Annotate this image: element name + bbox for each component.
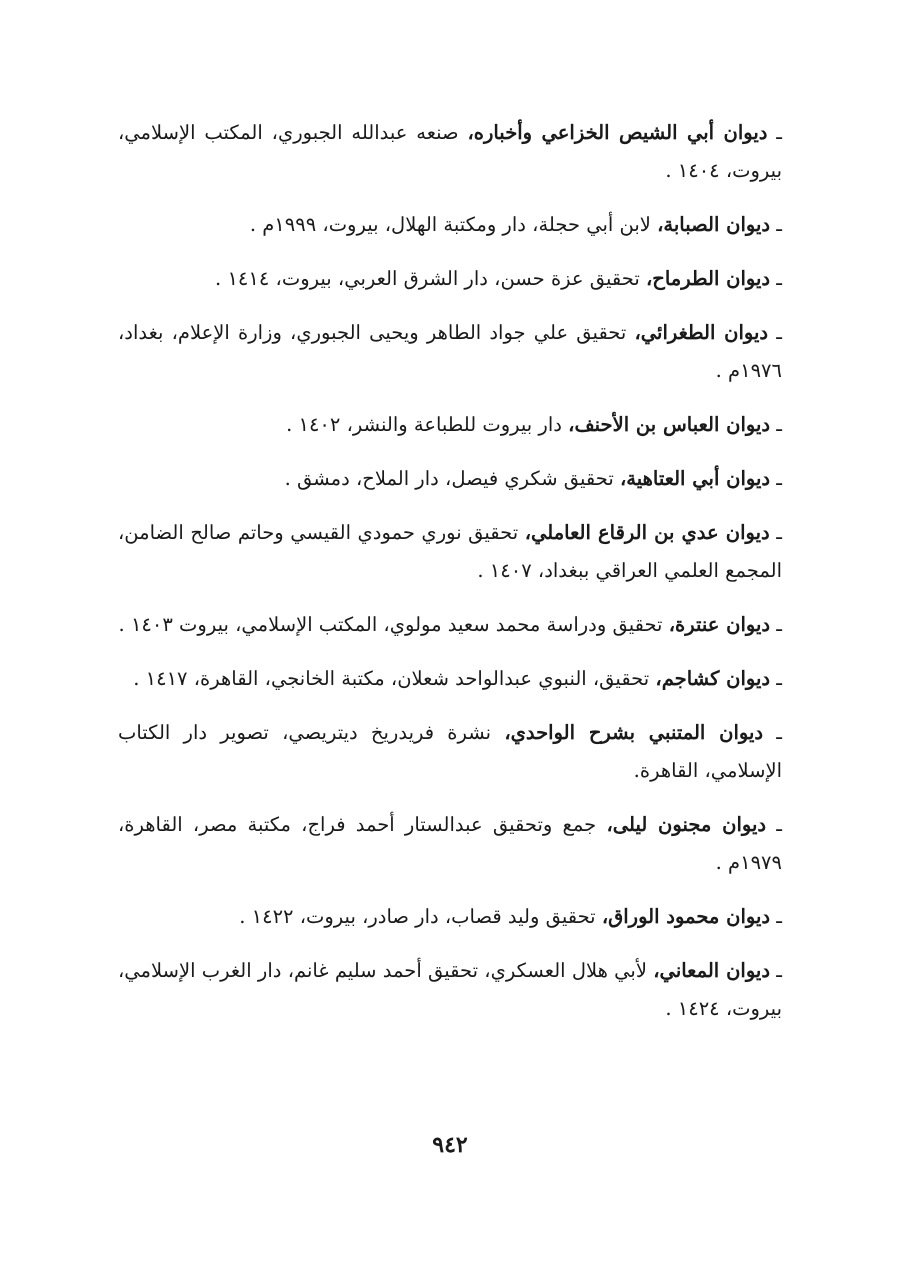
entry-details: تحقيق وليد قصاب، دار صادر، بيروت، ١٤٢٢ . (239, 905, 602, 928)
bibliography-entry (118, 606, 782, 644)
entry-details: لأبي هلال العسكري، تحقيق أحمد سليم غانم، دار الغرب الإسلامي، بيروت، ١٤٢٤ . (118, 959, 782, 1020)
entry-title: ديوان عدي بن الرقاع العاملي، (524, 521, 770, 544)
bibliography-entry (118, 952, 782, 1028)
entry-title: ديوان محمود الوراق، (601, 905, 771, 928)
bibliography-entry (118, 806, 782, 882)
entry-title: ديوان الطرماح، (645, 267, 771, 290)
entry-dash: ـ (769, 521, 782, 544)
entry-details: نشرة فريدريخ ديتريصي، تصوير دار الكتاب الإسلامي، القاهرة. (118, 721, 782, 782)
entry-dash: ـ (767, 121, 783, 144)
entry-details: صنعه عبدالله الجبوري، المكتب الإسلامي، بيروت، ١٤٠٤ . (118, 121, 782, 182)
entry-title: ديوان مجنون ليلى، (606, 813, 767, 836)
bibliography-entry (118, 260, 782, 298)
entry-dash: ـ (766, 813, 783, 836)
entry-title: ديوان الطغرائي، (634, 321, 769, 344)
entry-title: ديوان الصبابة، (657, 213, 771, 236)
entry-dash: ـ (763, 721, 783, 744)
entry-title: ديوان العباس بن الأحنف، (568, 413, 771, 436)
entry-details: لابن أبي حجلة، دار ومكتبة الهلال، بيروت، ١٩٩٩م . (249, 213, 658, 236)
entry-details: تحقيق، النبوي عبدالواحد شعلان، مكتبة الخانجي، القاهرة، ١٤١٧ . (133, 667, 656, 690)
entry-details: دار بيروت للطباعة والنشر، ١٤٠٢ . (286, 413, 569, 436)
entry-dash: ـ (770, 667, 782, 690)
entry-dash: ـ (770, 959, 782, 982)
entry-title: ديوان المتنبي بشرح الواحدي، (504, 721, 764, 744)
entry-dash: ـ (770, 413, 782, 436)
page-number: ٩٤٢ (432, 1132, 468, 1158)
bibliography-entry (118, 898, 782, 936)
entry-title: ديوان كشاجم، (655, 667, 771, 690)
entry-dash: ـ (768, 321, 782, 344)
bibliography-entry (118, 460, 782, 498)
entry-details: تحقيق عزة حسن، دار الشرق العربي، بيروت، ١٤١٤ . (215, 267, 646, 290)
bibliography-entry (118, 114, 782, 190)
entry-details: جمع وتحقيق عبدالستار أحمد فراج، مكتبة مصر، القاهرة، ١٩٧٩م . (118, 813, 782, 874)
entry-dash: ـ (770, 905, 782, 928)
entry-details: تحقيق شكري فيصل، دار الملاح، دمشق . (284, 467, 620, 490)
entry-title: ديوان عنترة، (668, 613, 771, 636)
entry-dash: ـ (770, 213, 782, 236)
bibliography-entry (118, 314, 782, 390)
entry-details: تحقيق علي جواد الطاهر ويحيى الجبوري، وزارة الإعلام، بغداد، ١٩٧٦م . (118, 321, 782, 382)
entry-title: ديوان أبي العتاهية، (619, 467, 771, 490)
entry-details: تحقيق نوري حمودي القيسي وحاتم صالح الضامن، المجمع العلمي العراقي ببغداد، ١٤٠٧ . (118, 521, 782, 582)
entry-dash: ـ (770, 267, 782, 290)
bibliography-entry (118, 514, 782, 590)
bibliography-entry (118, 714, 782, 790)
entry-dash: ـ (770, 613, 782, 636)
entry-title: ديوان أبي الشيص الخزاعي وأخباره، (467, 121, 768, 144)
entry-title: ديوان المعاني، (653, 959, 771, 982)
bibliography-entry (118, 660, 782, 698)
entry-details: تحقيق ودراسة محمد سعيد مولوي، المكتب الإسلامي، بيروت ١٤٠٣ . (118, 613, 669, 636)
bibliography-entry (118, 206, 782, 244)
bibliography-entry (118, 406, 782, 444)
entry-dash: ـ (770, 467, 782, 490)
bibliography-list (118, 114, 782, 1044)
